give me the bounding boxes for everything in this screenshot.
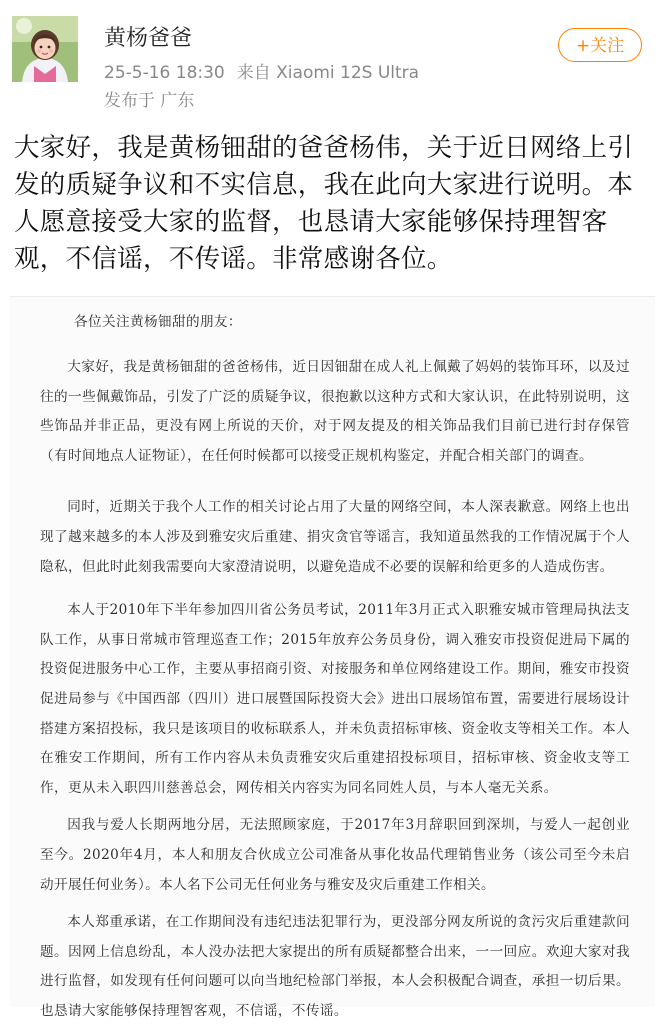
statement-greeting: 各位关注黄杨钿甜的朋友： [74,314,242,330]
post-meta [104,63,419,83]
statement-image[interactable] [10,296,655,1019]
post-header [0,0,660,120]
child-avatar-icon [12,16,78,82]
post-body-text: 大家好，我是黄杨钿甜的爸爸杨伟，关于近日网络上引发的质疑争议和不实信息，我在此向大家进行说明。本人愿意接受大家的监督，也恳请大家能够保持理智客观，不信谣，不传谣。非常感谢各位。 [14,133,634,274]
statement-paragraph: 本人于2010年下半年参加四川省公务员考试，2011年3月正式入职雅安城市管理局执法支队工作，从事日常城市管理巡查工作；2015年放弃公务员身份，调入雅安市投资促进局下属的投资促进服务中心工作，主要从事招商引资、对接服务和单位网络建设工作。期间，雅安市投资促进局参与《中国西部（四川）进口展暨国际投资大会》进出口展场馆布置，需要进行展场设计搭建方案招投标，我只是该项目的收标联系人，并未负责招标审核、资金收支等相关工作。本人在雅安工作期间，所有工作内容从未负责雅安灾后重建招投标项目，招标审核、资金收支等工作，更从未入职四川慈善总会，网传相关内容实为同名同姓人员，与本人毫无关系。 [40,602,630,796]
statement-paragraph: 本人郑重承诺，在工作期间没有违纪违法犯罪行为，更没部分网友所说的贪污灾后重建款问题。因网上信息纷乱，本人没办法把大家提出的所有质疑都整合出来，一一回应。欢迎大家对我进行监督，如发现有任何问题可以向当地纪检部门举报，本人会积极配合调查，承担一切后果。也恳请大家能够保持理智客观，不信谣，不传谣。 [40,914,630,1019]
statement-paragraph: 大家好，我是黄杨钿甜的爸爸杨伟，近日因钿甜在成人礼上佩戴了妈妈的装饰耳环，以及过往的一些佩戴饰品，引发了广泛的质疑争议，很抱歉以这种方式和大家认识，在此特别说明，这些饰品并非正品，更没有网上所说的天价，对于网友提及的相关饰品我们目前已进行封存保管（有时间地点人证物证），在任何时候都可以接受正规机构鉴定，并配合相关部门的调查。 [40,359,630,464]
post-timestamp: 25-5-16 18:30 [104,63,225,83]
author-avatar[interactable] [12,16,78,82]
author-name[interactable]: 黄杨爸爸 [104,26,193,51]
statement-paragraph: 同时，近期关于我个人工作的相关讨论占用了大量的网络空间，本人深表歉意。网络上也出现了越来越多的本人涉及到雅安灾后重建、捐灾贪官等谣言，我知道虽然我的工作情况属于个人隐私，但此时此刻我需要向大家澄清说明，以避免造成不必要的误解和给更多的人造成伤害。 [40,499,630,575]
post-location: 发布于 广东 [104,91,195,111]
statement-document [40,311,630,1026]
post-source: 来自 Xiaomi 12S Ultra [236,63,420,83]
follow-button[interactable]: +关注 [558,28,642,62]
statement-paragraph: 因我与爱人长期两地分居，无法照顾家庭，于2017年3月辞职回到深圳，与爱人一起创业至今。2020年4月，本人和朋友合伙成立公司准备从事化妆品代理销售业务（该公司至今未启动开展任何业务）。本人名下公司无任何业务与雅安及灾后重建工作相关。 [40,817,630,893]
